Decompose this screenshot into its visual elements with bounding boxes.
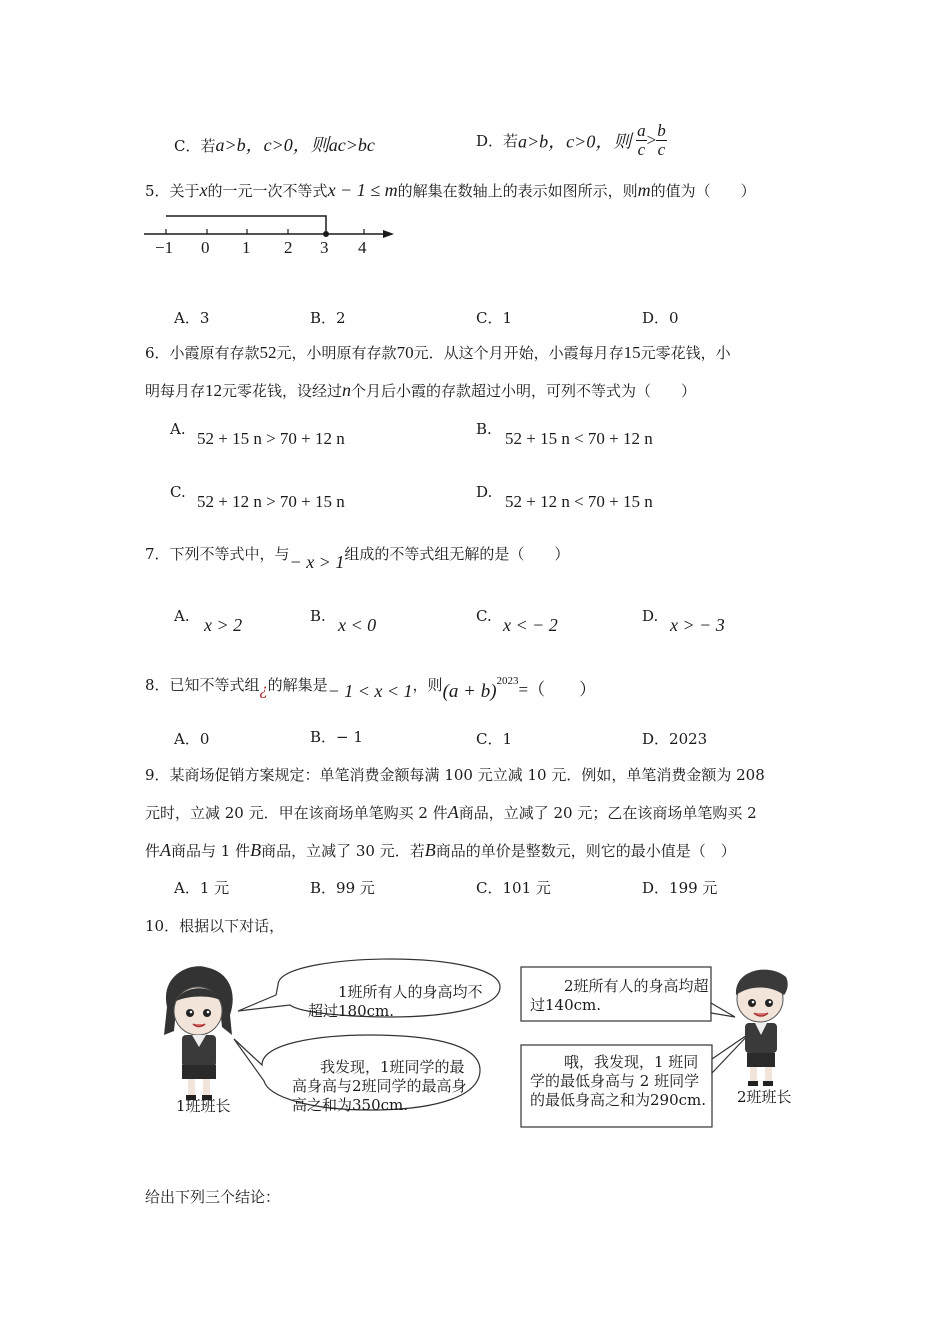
q4-option-c-label: C．若 [174, 137, 216, 155]
q7-option-c-expr[interactable]: x < − 2 [503, 615, 558, 635]
q5-inequality: x − 1 ≤ m [327, 180, 398, 200]
q6-option-c-expr[interactable]: 52 + 12 n > 70 + 15 n [197, 492, 345, 511]
q9-stem-line2 [145, 802, 757, 823]
q5-var-x: x [199, 180, 208, 200]
q6-option-a-letter[interactable]: A. [170, 420, 186, 438]
bubble3-text: 2班所有人的身高均超过140cm. [530, 977, 709, 1014]
q6-option-a-expr[interactable]: 52 + 15 n > 70 + 12 n [197, 429, 345, 448]
q9-option-c[interactable]: C．101 元 [476, 879, 551, 897]
q6-option-b-letter[interactable]: B. [476, 420, 492, 438]
solid-point-at-3 [323, 231, 329, 237]
q9-var-b: B [250, 840, 262, 860]
q9-stem-line3 [145, 840, 736, 861]
q4-option-d-gt: > [646, 130, 657, 150]
q5-text-mid2: 的解集在数轴上的表示如图所示，则 [397, 182, 638, 200]
number-line-arrow-icon [383, 230, 394, 238]
q8-expr: (a + b) [442, 681, 497, 702]
q7-option-a-letter[interactable]: A. [174, 607, 190, 625]
label-class2-monitor: 2班班长 [737, 1088, 792, 1106]
q4-option-d-cond: a>b，c>0，则 [518, 131, 632, 152]
tick-label-4: 4 [358, 238, 367, 257]
q6-l1b: 元，小明原有存款 [276, 344, 397, 362]
tick-label-neg1: −1 [155, 238, 174, 257]
q5-option-b[interactable]: B．2 [310, 309, 346, 327]
q9-l3a: 件 [145, 842, 161, 860]
bubble2-text: 我发现，1班同学的最高身高与2班同学的最高身高之和为350cm. [292, 1058, 467, 1114]
q6-stem-line1 [145, 342, 731, 363]
q8-text-pre: 8．已知不等式组 [145, 676, 260, 694]
q9-var-a2: A [160, 840, 172, 860]
q7-option-d-letter[interactable]: D. [642, 607, 659, 625]
q10-conclusion-intro: 给出下列三个结论： [145, 1188, 281, 1206]
q6-option-d-letter[interactable]: D. [476, 483, 493, 501]
q6-option-b-expr[interactable]: 52 + 15 n < 70 + 12 n [505, 429, 653, 448]
q4-option-c [174, 131, 375, 157]
q5-text-pre: 5．关于 [145, 182, 200, 200]
tick-label-0: 0 [201, 238, 210, 257]
q8-range: − 1 < x < 1 [327, 681, 413, 701]
q4-option-c-result: ac>bc [328, 135, 375, 155]
q9-stem-line1: 9．某商场促销方案规定：单笔消费金额每满 100 元立减 10 元．例如，单笔消费金额为 208 [145, 766, 765, 784]
q10-dialogue-illustration [150, 955, 810, 1135]
q8-exponent: 2023 [496, 675, 519, 687]
q9-option-b[interactable]: B．99 元 [310, 879, 375, 897]
q9-var-a: A [447, 802, 459, 822]
q4-option-d-frac-b: $\frac{b}{c}$ [657, 121, 666, 159]
q6-option-d-expr[interactable]: 52 + 12 n < 70 + 15 n [505, 492, 653, 511]
q5-number-line [140, 205, 410, 265]
q9-l2a: 元时，立减 20 元．甲在该商场单笔购买 2 件 [145, 804, 448, 822]
q6-n70: 70 [396, 343, 414, 362]
q8-option-a[interactable]: A．0 [174, 730, 210, 748]
q4-option-d-frac-a: $\frac{a}{c}$ [637, 121, 646, 159]
q6-option-c-letter[interactable]: C. [170, 483, 186, 501]
q7-option-c-letter[interactable]: C. [476, 607, 492, 625]
q6-l2b: 元零花钱，设经过 [222, 382, 343, 400]
missing-formula-mark: ¿ [259, 681, 268, 699]
label-class1-monitor: 1班班长 [176, 1097, 231, 1115]
q9-option-d[interactable]: D．199 元 [642, 879, 718, 897]
tick-label-3: 3 [320, 238, 329, 257]
q6-l1a: 6．小霞原有存款 [145, 344, 260, 362]
q8-text-mid: 的解集是 [267, 676, 328, 694]
tick-label-1: 1 [242, 238, 251, 257]
girl-class1-monitor-icon [164, 966, 233, 1100]
q6-l2a: 明每月存 [145, 382, 206, 400]
q7-option-b-letter[interactable]: B. [310, 607, 326, 625]
q6-stem-line2 [145, 380, 696, 401]
q9-l3b: 商品与 1 件 [171, 842, 251, 860]
q5-option-c[interactable]: C．1 [476, 309, 513, 327]
q4-option-d-label: D．若 [476, 132, 519, 150]
q9-l2b: 商品，立减了 20 元；乙在该商场单笔购买 2 [458, 804, 757, 822]
q5-option-a[interactable]: A．3 [174, 309, 210, 327]
q6-l1d: 元零花钱，小 [640, 344, 731, 362]
q6-n12: 12 [205, 381, 223, 400]
q4-option-c-cond: a>b，c>0，则 [215, 135, 329, 155]
q7-stem [145, 543, 570, 572]
q7-option-d-expr[interactable]: x > − 3 [670, 615, 725, 635]
q6-l1c: 元．从这个月开始，小霞每月存 [413, 344, 624, 362]
q8-option-d[interactable]: D．2023 [642, 730, 708, 748]
bubble1-text: 1班所有人的身高均不超过180cm. [308, 983, 483, 1020]
q9-option-a[interactable]: A．1 元 [174, 879, 230, 897]
q7-text-post: 组成的不等式组无解的是（ ） [344, 545, 570, 563]
q9-var-b2: B [424, 840, 436, 860]
q7-option-b-expr[interactable]: x < 0 [338, 615, 377, 635]
q5-option-d[interactable]: D．0 [642, 309, 679, 327]
q7-option-a-expr[interactable]: x > 2 [204, 615, 243, 635]
q6-var-n: n [342, 380, 352, 400]
q8-eq: =（ ） [518, 680, 597, 699]
q5-text-post: 的值为（ ） [650, 182, 756, 200]
q10-title: 10．根据以下对话， [145, 917, 285, 935]
q8-option-c[interactable]: C．1 [476, 730, 513, 748]
q9-l3d: 商品的单价是整数元，则它的最小值是（ ） [435, 842, 736, 860]
q6-n52: 52 [259, 343, 277, 362]
q5-stem [145, 180, 756, 201]
q8-stem [145, 670, 597, 702]
q5-var-m: m [637, 180, 651, 200]
q8-option-b[interactable]: B．− 1 [310, 728, 363, 746]
solution-set-bracket [166, 216, 326, 234]
q5-text-mid: 的一元一次不等式 [207, 182, 328, 200]
q7-inequality: − x > 1 [289, 552, 345, 572]
boy-class2-monitor-icon [736, 970, 788, 1086]
q6-l2c: 个月后小霞的存款超过小明，可列不等式为（ ） [351, 382, 697, 400]
q4-option-d [476, 122, 667, 159]
tick-label-2: 2 [284, 238, 293, 257]
q7-text-pre: 7．下列不等式中，与 [145, 545, 290, 563]
q6-n15: 15 [623, 343, 641, 362]
bubble4-text: 哦，我发现，1 班同学的最低身高与 2 班同学的最低身高之和为290cm. [530, 1053, 707, 1109]
q9-l3c: 商品，立减了 30 元．若 [261, 842, 425, 860]
q8-text-mid2: ，则 [412, 676, 443, 694]
